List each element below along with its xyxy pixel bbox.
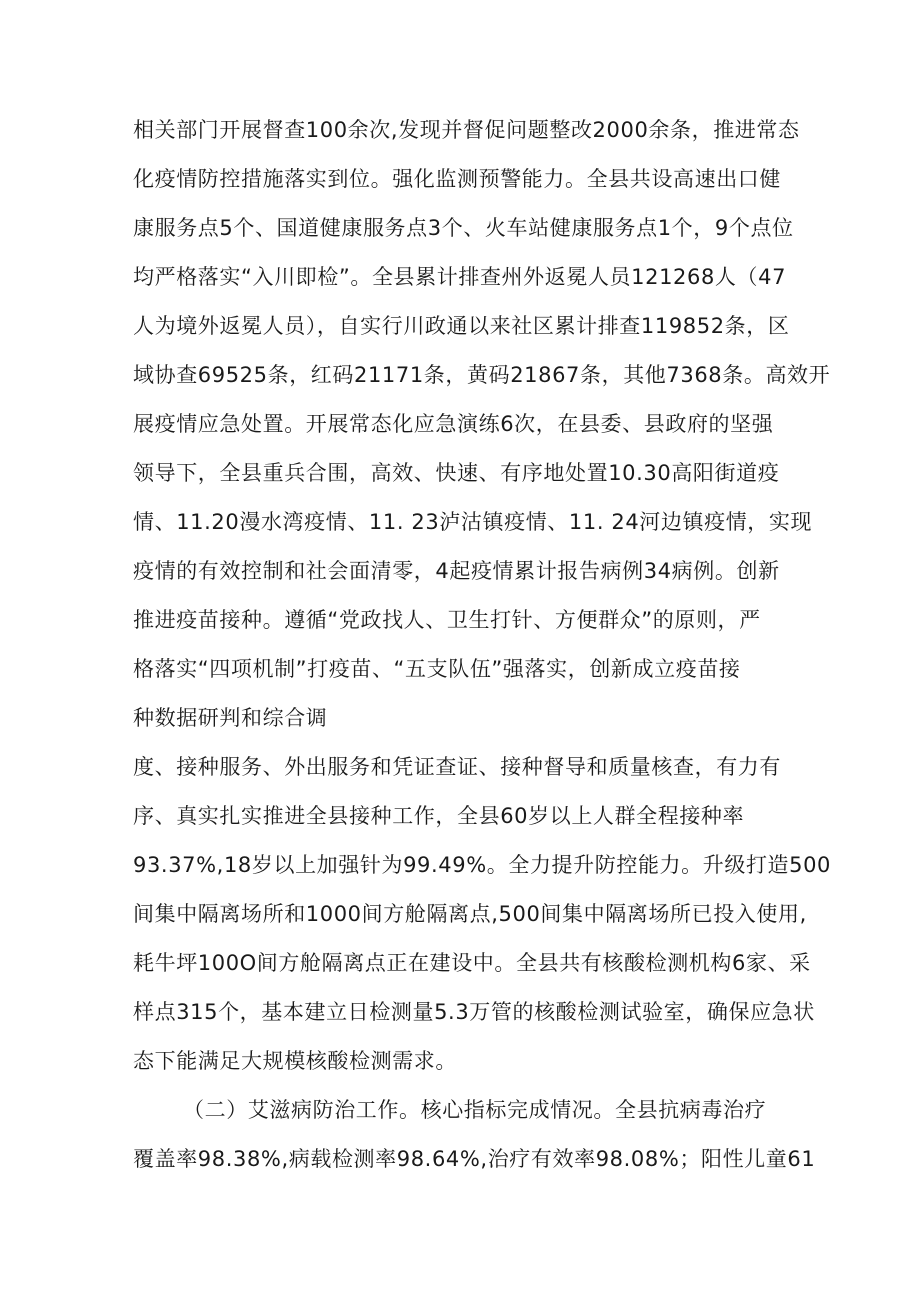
body-text-line: 展疫情应急处置。开展常态化应急演练6次，在县委、县政府的坚强 — [133, 412, 774, 436]
body-text-line: 度、接种服务、外出服务和凭证查证、接种督导和质量核查，有力有 — [133, 755, 781, 779]
body-text-line: 耗牛坪100O间方舱隔离点正在建设中。全县共有核酸检测机构6家、采 — [133, 951, 811, 975]
body-text-line: 疫情的有效控制和社会面清零，4起疫情累计报告病例34病例。创新 — [133, 559, 780, 583]
body-text-line: 覆盖率98.38%,病载检测率98.64%,治疗有效率98.08%；阳性儿童61 — [133, 1147, 816, 1171]
body-text-line: 种数据研判和综合调 — [133, 706, 328, 730]
body-text-line: 人为境外返冕人员），自实行川政通以来社区累计排查119852条，区 — [133, 314, 790, 338]
body-text-line: 均严格落实“入川即检”。全县累计排查州外返冕人员121268人（47 — [133, 265, 787, 289]
body-text-line: 序、真实扎实推进全县接种工作，全县60岁以上人群全程接种率 — [133, 804, 745, 828]
body-text-line: 样点315个，基本建立日检测量5.3万管的核酸检测试验室，确保应急状 — [133, 1000, 815, 1024]
body-text-line: 康服务点5个、国道健康服务点3个、火车站健康服务点1个，9个点位 — [133, 216, 794, 240]
body-text-line: 化疫情防控措施落实到位。强化监测预警能力。全县共设高速出口健 — [133, 167, 781, 191]
body-text-line: 域协查69525条，红码21171条，黄码21867条，其他7368条。高效开 — [133, 363, 831, 387]
body-text-line: 相关部门开展督查100余次,发现并督促问题整改2000余条，推进常态 — [133, 118, 800, 142]
body-text-line: 情、11.20漫水湾疫情、11. 23泸沽镇疫情、11. 24河边镇疫情，实现 — [133, 510, 813, 534]
body-text-line: 格落实“四项机制”打疫苗、“五支队伍”强落实，创新成立疫苗接 — [133, 657, 741, 681]
body-text-line: 间集中隔离场所和1000间方舱隔离点,500间集中隔离场所已投入使用, — [133, 902, 807, 926]
body-text-line: 领导下，全县重兵合围，高效、快速、有序地处置10.30高阳街道疫 — [133, 461, 780, 485]
body-text-line: 93.37%,18岁以上加强针为99.49%。全力提升防控能力。升级打造500 — [133, 853, 832, 877]
section-heading-line: （二）艾滋病防治工作。核心指标完成情况。全县抗病毒治疗 — [183, 1098, 767, 1122]
body-text-line: 态下能满足大规模核酸检测需求。 — [133, 1049, 457, 1073]
body-text-line: 推进疫苗接种。遵循“党政找人、卫生打针、方便群众”的原则，严 — [133, 608, 761, 632]
